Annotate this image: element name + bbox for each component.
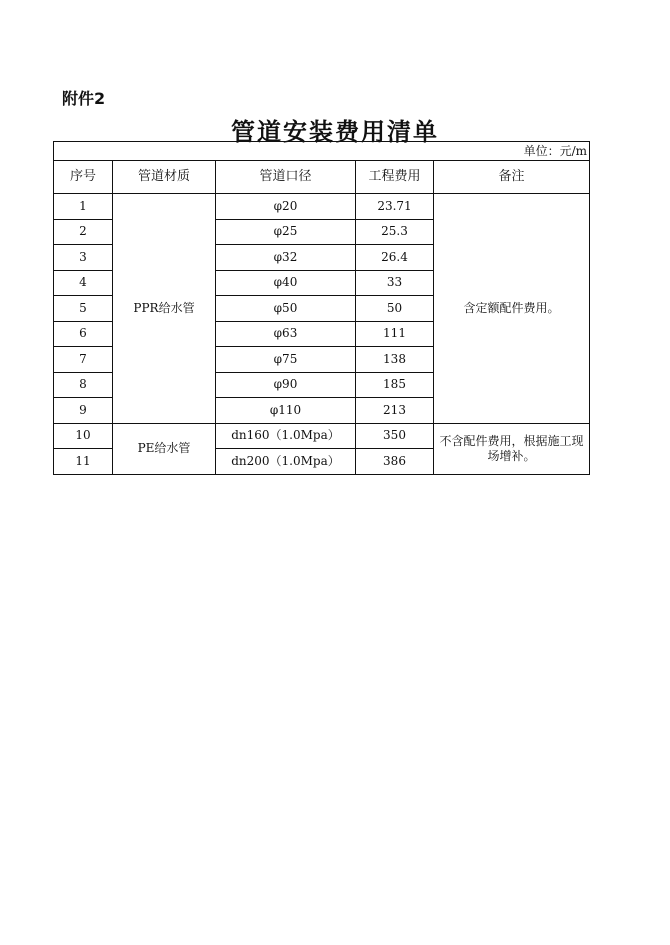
row-seq: 8 [54, 372, 113, 398]
row-seq: 2 [54, 219, 113, 245]
material-ppr: PPR给水管 [113, 194, 216, 424]
row-diameter: dn160（1.0Mpa） [216, 423, 356, 449]
row-seq: 1 [54, 194, 113, 220]
row-seq: 10 [54, 423, 113, 449]
row-diameter: φ40 [216, 270, 356, 296]
row-diameter: φ25 [216, 219, 356, 245]
row-diameter: φ50 [216, 296, 356, 322]
header-diameter: 管道口径 [216, 161, 356, 194]
row-seq: 3 [54, 245, 113, 271]
row-diameter: φ75 [216, 347, 356, 373]
cost-table-container [53, 141, 590, 475]
row-seq: 5 [54, 296, 113, 322]
note-ppr: 含定额配件费用。 [434, 194, 590, 424]
header-cost: 工程费用 [356, 161, 434, 194]
row-diameter: φ63 [216, 321, 356, 347]
row-cost: 213 [356, 398, 434, 424]
row-seq: 9 [54, 398, 113, 424]
row-diameter: dn200（1.0Mpa） [216, 449, 356, 475]
row-cost: 350 [356, 423, 434, 449]
row-cost: 111 [356, 321, 434, 347]
table-row [54, 194, 590, 220]
row-cost: 33 [356, 270, 434, 296]
row-diameter: φ90 [216, 372, 356, 398]
row-seq: 6 [54, 321, 113, 347]
cost-table [53, 141, 590, 475]
row-cost: 25.3 [356, 219, 434, 245]
header-seq: 序号 [54, 161, 113, 194]
row-cost: 386 [356, 449, 434, 475]
row-cost: 50 [356, 296, 434, 322]
unit-label: 单位：元/m [54, 142, 590, 161]
header-material: 管道材质 [113, 161, 216, 194]
row-cost: 23.71 [356, 194, 434, 220]
header-row [54, 161, 590, 194]
note-pe: 不含配件费用，根据施工现场增补。 [434, 423, 590, 474]
row-diameter: φ20 [216, 194, 356, 220]
header-note: 备注 [434, 161, 590, 194]
material-pe: PE给水管 [113, 423, 216, 474]
row-seq: 7 [54, 347, 113, 373]
row-diameter: φ110 [216, 398, 356, 424]
row-seq: 4 [54, 270, 113, 296]
row-cost: 138 [356, 347, 434, 373]
page-title: 管道安装费用清单 [231, 118, 439, 146]
row-cost: 185 [356, 372, 434, 398]
row-diameter: φ32 [216, 245, 356, 271]
attachment-label: 附件2 [62, 89, 106, 108]
table-row [54, 423, 590, 449]
row-seq: 11 [54, 449, 113, 475]
row-cost: 26.4 [356, 245, 434, 271]
unit-row [54, 142, 590, 161]
